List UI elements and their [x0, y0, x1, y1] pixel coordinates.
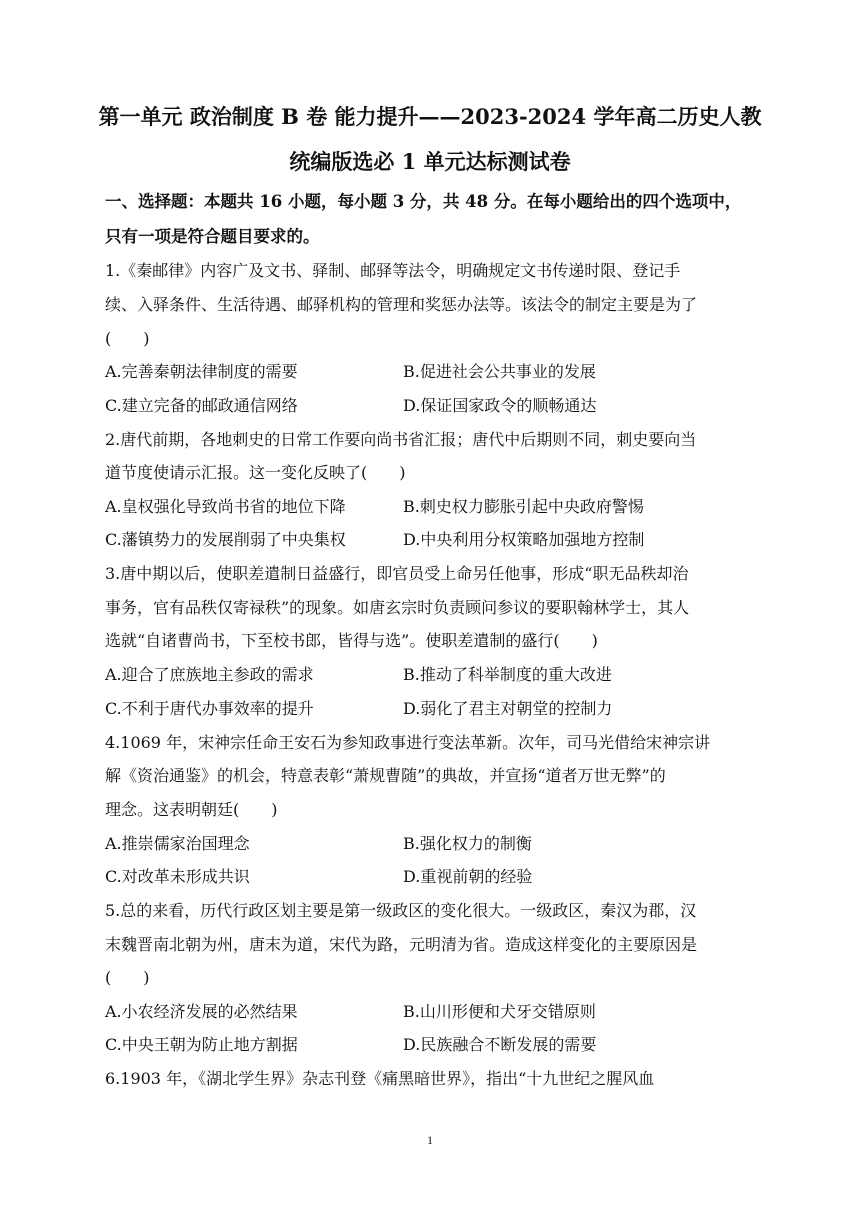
question-3-option-a: A.迎合了庶族地主参政的需求: [105, 665, 314, 684]
question-3-option-b: B.推动了科举制度的重大改进: [403, 665, 612, 684]
question-4-option-b: B.强化权力的制衡: [403, 834, 532, 853]
question-6-stem-line-1: 6.1903 年，《湖北学生界》杂志刊登《痛黑暗世界》，指出“十九世纪之腥风血: [105, 1069, 655, 1088]
question-4-option-c: C.对改革未形成共识: [105, 867, 250, 886]
question-1-option-b: B.促进社会公共事业的发展: [403, 362, 596, 381]
question-1-stem-line-2: 续、入驿条件、生活待遇、邮驿机构的管理和奖惩办法等。该法令的制定主要是为了: [105, 295, 698, 314]
exam-title-line-1: 第一单元 政治制度 B 卷 能力提升——2023-2024 学年高二历史人教: [98, 104, 762, 129]
question-5-option-d: D.民族融合不断发展的需要: [403, 1035, 597, 1054]
question-2-stem-line-2: 道节度使请示汇报。这一变化反映了( ): [105, 463, 406, 482]
exam-title-line-2: 统编版选必 1 单元达标测试卷: [289, 149, 571, 174]
question-1-stem-line-3: ( ): [105, 329, 150, 348]
section-instructions-line-1: 一、选择题：本题共 16 小题，每小题 3 分，共 48 分。在每小题给出的四个选项中，: [105, 192, 742, 211]
question-4-option-d: D.重视前朝的经验: [403, 867, 533, 886]
question-3-option-c: C.不利于唐代办事效率的提升: [105, 699, 314, 718]
question-2-stem-line-1: 2.唐代前期，各地刺史的日常工作要向尚书省汇报；唐代中后期则不同，刺史要向当: [105, 430, 697, 449]
question-1-option-d: D.保证国家政令的顺畅通达: [403, 396, 597, 415]
question-4-option-a: A.推崇儒家治国理念: [105, 834, 250, 853]
page-number: 1: [427, 1133, 433, 1147]
question-3-stem-line-2: 事务，官有品秩仅寄禄秩”的现象。如唐玄宗时负责顾问参议的要职翰林学士，其人: [105, 598, 690, 617]
question-5-stem-line-2: 末魏晋南北朝为州，唐末为道，宋代为路，元明清为省。造成这样变化的主要原因是: [105, 935, 698, 954]
question-1-option-a: A.完善秦朝法律制度的需要: [105, 362, 298, 381]
question-3-option-d: D.弱化了君主对朝堂的控制力: [403, 699, 613, 718]
question-1-option-c: C.建立完备的邮政通信网络: [105, 396, 298, 415]
question-1-stem-line-1: 1.《秦邮律》内容广及文书、驿制、邮驿等法令，明确规定文书传递时限、登记手: [105, 261, 681, 280]
question-2-option-c: C.藩镇势力的发展削弱了中央集权: [105, 530, 346, 549]
question-5-option-c: C.中央王朝为防止地方割据: [105, 1035, 298, 1054]
question-5-stem-line-1: 5.总的来看，历代行政区划主要是第一级政区的变化很大。一级政区，秦汉为郡，汉: [105, 901, 697, 920]
question-3-stem-line-3: 选就“自诸曹尚书，下至校书郎，皆得与选”。使职差遣制的盛行( ): [105, 631, 598, 650]
question-5-option-a: A.小农经济发展的必然结果: [105, 1002, 298, 1021]
question-4-stem-line-1: 4.1069 年，宋神宗任命王安石为参知政事进行变法革新。次年，司马光借给宋神宗讲: [105, 733, 711, 752]
question-3-stem-line-1: 3.唐中期以后，使职差遣制日益盛行，即官员受上命另任他事，形成“职无品秩却治: [105, 564, 689, 583]
section-instructions-line-2: 只有一项是符合题目要求的。: [105, 227, 320, 246]
question-2-option-d: D.中央利用分权策略加强地方控制: [403, 530, 645, 549]
question-2-option-a: A.皇权强化导致尚书省的地位下降: [105, 497, 346, 516]
question-5-stem-line-3: ( ): [105, 968, 150, 987]
question-2-option-b: B.刺史权力膨胀引起中央政府警惕: [403, 497, 644, 516]
question-4-stem-line-3: 理念。这表明朝廷( ): [105, 800, 278, 819]
question-4-stem-line-2: 解《资治通鉴》的机会，特意表彰“萧规曹随”的典故，并宣扬“道者万世无弊”的: [105, 766, 666, 785]
question-5-option-b: B.山川形便和犬牙交错原则: [403, 1002, 596, 1021]
